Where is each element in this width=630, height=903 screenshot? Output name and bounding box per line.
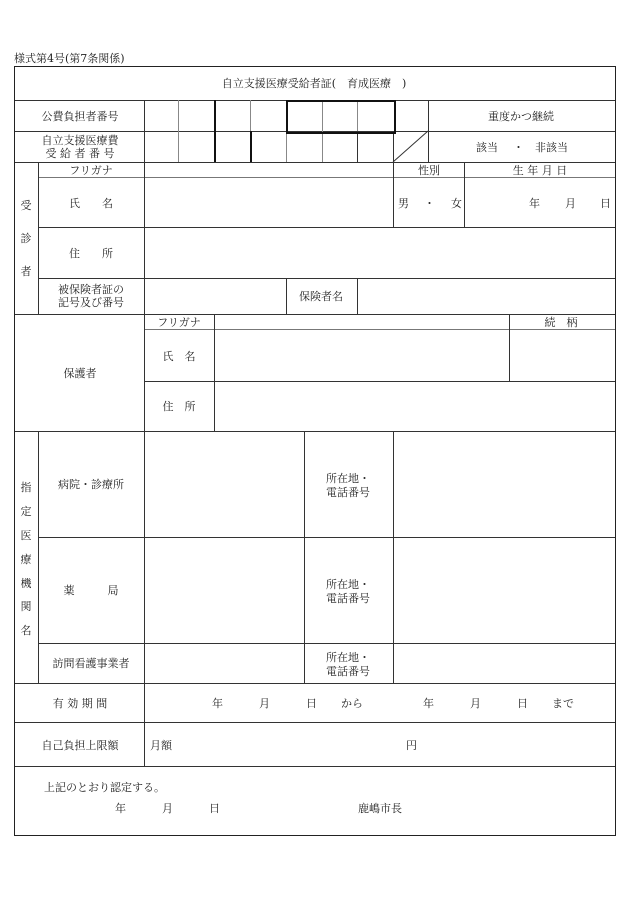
rule xyxy=(428,100,429,162)
rule xyxy=(393,162,394,227)
rule xyxy=(357,131,358,162)
rule xyxy=(464,162,465,227)
guardian-address-label: 住 所 xyxy=(162,400,196,413)
rule xyxy=(38,278,615,279)
payer-number-highlight xyxy=(286,100,396,134)
rule xyxy=(38,643,615,644)
form-number: 様式第4号(第7条関係) xyxy=(14,52,125,65)
rule xyxy=(178,100,179,162)
validity-label: 有 効 期 間 xyxy=(52,697,108,710)
rule xyxy=(250,131,252,162)
patient-label-char: 診 xyxy=(20,232,32,245)
rule xyxy=(144,431,145,683)
name-label: 氏 名 xyxy=(69,197,113,210)
pharmacy-phone-label: 電話番号 xyxy=(326,592,370,605)
option-separator: ・ xyxy=(513,141,524,154)
rule xyxy=(38,177,615,178)
rule xyxy=(38,162,39,314)
form-title: 自立支援医療受給者証( 育成医療 ) xyxy=(221,77,407,90)
copay-limit-label: 自己負担上限額 xyxy=(41,739,119,752)
cert-year: 年 xyxy=(115,802,126,815)
validity-to: まで xyxy=(552,697,574,710)
rule xyxy=(509,314,510,381)
rule xyxy=(286,131,287,162)
insurance-card-label: 被保険者証の xyxy=(58,283,124,296)
rule xyxy=(304,431,305,683)
rule xyxy=(15,314,615,315)
institution-label-char: 定 xyxy=(20,505,32,518)
cert-day: 日 xyxy=(209,802,220,815)
validity-to-day: 日 xyxy=(517,697,528,710)
validity-to-month: 月 xyxy=(470,697,481,710)
validity-from-day: 日 xyxy=(306,697,317,710)
rule xyxy=(214,314,215,431)
rule xyxy=(144,162,145,314)
institution-label-char: 療 xyxy=(20,553,32,566)
form-frame xyxy=(14,66,616,836)
address-label: 住 所 xyxy=(69,247,113,260)
rule xyxy=(15,683,615,684)
rule xyxy=(144,683,145,766)
pharmacy-label: 薬 局 xyxy=(63,584,119,597)
institution-label-char: 名 xyxy=(20,624,32,637)
sex-separator: ・ xyxy=(424,197,435,210)
applicable-option[interactable]: 該当 xyxy=(476,141,498,154)
validity-from-month: 月 xyxy=(259,697,270,710)
validity-from: から xyxy=(341,697,363,710)
rule xyxy=(144,314,145,431)
monthly-label: 月額 xyxy=(150,739,172,752)
visiting-nurse-label: 訪問看護事業者 xyxy=(52,657,130,670)
hospital-label: 病院・診療所 xyxy=(58,478,124,491)
yen-label: 円 xyxy=(406,739,417,752)
validity-to-year: 年 xyxy=(423,697,434,710)
birth-day-unit: 日 xyxy=(600,197,611,210)
institution-label-char: 医 xyxy=(20,529,32,542)
patient-label-char: 者 xyxy=(20,265,32,278)
institution-label-char: 指 xyxy=(20,481,32,494)
insurer-label: 保険者名 xyxy=(299,290,343,303)
birth-year-unit: 年 xyxy=(529,197,540,210)
payer-number-label: 公費負担者番号 xyxy=(41,110,119,123)
hospital-location-label: 所在地・ xyxy=(326,472,370,485)
sex-label: 性別 xyxy=(418,164,440,177)
hospital-phone-label: 電話番号 xyxy=(326,486,370,499)
issuer: 鹿嶋市長 xyxy=(358,802,402,815)
guardian-furigana-label: フリガナ xyxy=(157,316,201,329)
guardian-label: 保護者 xyxy=(63,367,97,380)
institution-label-char: 機 xyxy=(20,577,32,590)
rule xyxy=(38,537,615,538)
rule xyxy=(38,431,39,683)
rule xyxy=(15,722,615,723)
insurance-card-label: 記号及び番号 xyxy=(58,296,124,309)
not-applicable-option[interactable]: 非該当 xyxy=(535,141,568,154)
rule xyxy=(393,431,394,683)
rule xyxy=(250,100,251,131)
furigana-label: フリガナ xyxy=(69,164,113,177)
relationship-label: 続 柄 xyxy=(544,316,578,329)
sex-male[interactable]: 男 xyxy=(398,197,409,210)
rule xyxy=(38,227,615,228)
cert-month: 月 xyxy=(162,802,173,815)
nurse-location-label: 所在地・ xyxy=(326,651,370,664)
certification-text: 上記のとおり認定する。 xyxy=(44,781,165,794)
rule xyxy=(214,100,216,162)
validity-from-year: 年 xyxy=(212,697,223,710)
rule xyxy=(15,766,615,767)
pharmacy-location-label: 所在地・ xyxy=(326,578,370,591)
rule xyxy=(15,162,615,163)
rule xyxy=(144,100,145,162)
recipient-number-label: 受 給 者 番 号 xyxy=(45,147,115,160)
recipient-number-label: 自立支援医療費 xyxy=(41,134,119,147)
birth-month-unit: 月 xyxy=(565,197,576,210)
institution-label-char: 関 xyxy=(20,600,32,613)
rule xyxy=(15,431,615,432)
rule xyxy=(393,131,394,162)
sex-female[interactable]: 女 xyxy=(451,197,462,210)
rule xyxy=(286,278,287,314)
birthdate-label: 生 年 月 日 xyxy=(512,164,568,177)
severe-continuous-label: 重度かつ継続 xyxy=(488,110,554,123)
guardian-name-label: 氏 名 xyxy=(162,350,196,363)
nurse-phone-label: 電話番号 xyxy=(326,665,370,678)
rule xyxy=(357,278,358,314)
patient-label-char: 受 xyxy=(20,199,32,212)
